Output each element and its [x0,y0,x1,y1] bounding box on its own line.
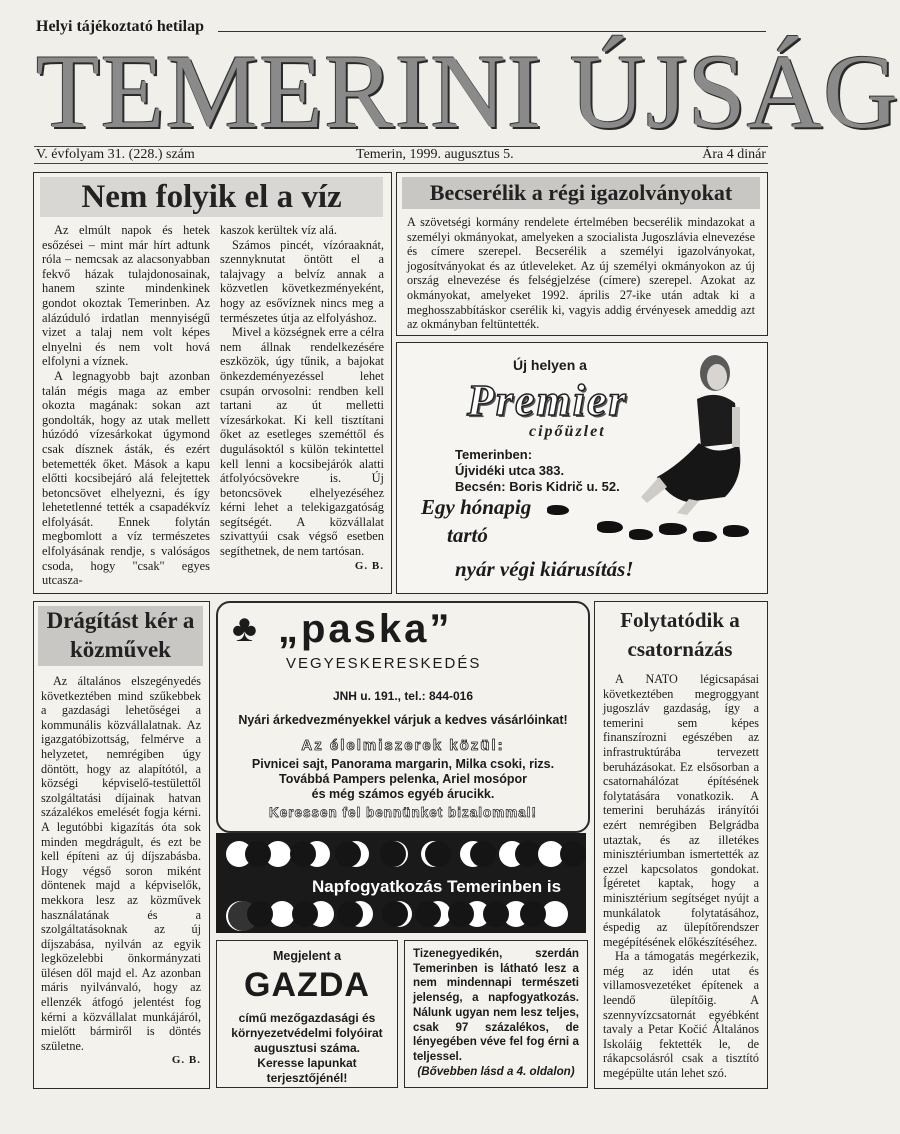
ad-premier-slogan2: tartó [447,523,488,547]
eclipse-banner [216,833,586,933]
ad-gazda-intro: Megjelent a [272,949,342,963]
issue-price: Ára 4 dinár [702,147,766,162]
ad-paska-food-title: Az élelmiszerek közül: [301,737,505,754]
article-water [33,172,392,594]
ad-gazda-desc2: környezetvédelmi folyóirat [231,1026,383,1040]
eclipse-note [404,940,588,1088]
moon-phase-icon [343,841,369,867]
article-ids-body: A szövetségi kormány rendelete értelmében becserélik mindazokat a személyi okmányokat, amelyeken a szocialista Jugoszlávia elnevezése és címere szerepel. Becserélik a személyi igazolványokat, jogosítványokat és az útleveleket. Az új személyi okmányokon az új ország elnevezése és felségjelzése (címere) szerepel. Azokat az okmányokat, amelyeket 1992. április 27-ike után adtak ki a meghosszabbításkor cserélik ki, vagyis addig érvényesek ameddig azt az okmányban feltüntették. [407,215,755,332]
moon-phase-icon [542,901,568,927]
eclipse-phases-bottom [226,901,568,931]
model-illustration [627,347,762,517]
tagline: Helyi tájékoztató hetilap [36,18,204,35]
ad-gazda-logo: GAZDA [244,966,370,1004]
ad-premier-addr1: Újvidéki utca 383. [455,463,565,478]
shoe-icon [547,505,569,515]
eclipse-phases-top [226,841,564,867]
ad-gazda-desc3: augusztusi száma. [253,1041,361,1055]
shoe-icon [629,529,653,540]
paragraph: Ha a támogatás megérkezik, még az idén utat és villamosvezetéket építenek a leendő ülepítőig. A szennyvízcsatornát egyébként tavaly a Petar Kočić Általános Iskoláig fektették le, de rákapcsolásról csak a tisztító megépülte után lehet szó. [603,949,759,1081]
paragraph: Az elmúlt napok és hetek esőzései – mint már hírt adtunk róla – nemcsak az alacsonyabban fekvő házak tulajdonosainak, hanem szinte mindenkinek gondot okoztak Temerinben. Az alázúduló irdatlan mennyiségű vizet a talaj nem volt képes elnyelni és nem volt hová elfolyni a víznek. [42,223,210,369]
ad-gazda-desc4: Keresse lapunkat terjesztőjénél! [257,1056,357,1085]
article-water-headline: Nem folyik el a víz [40,177,383,217]
ad-gazda-desc1: című mezőgazdasági és [238,1011,376,1025]
moon-phase-icon [421,841,447,867]
article-utilities [33,601,210,1089]
ad-premier-subtitle: cipőüzlet [529,423,606,440]
article-ids [396,172,768,336]
eclipse-note-more: (Bővebben lásd a 4. oldalon) [417,1065,575,1078]
ad-premier-brand: Premier [467,376,628,425]
moon-phase-icon [386,901,412,927]
ad-paska-brand: „paska” [278,607,453,651]
article-water-col2 [220,223,384,573]
article-utilities-headline: Drágítást kér a közművek [38,606,203,666]
paragraph: A legnagyobb bajt azonban talán mégis maga az ember okozta magának: sokan azt gondolták, hogy az utak mellett húzódó vízesárkokat úgymond csak dísznek ásták, és ezért betemették őket. Mások a kapu előtti kocsibejáró alá felejtettek betoncsövet elhelyezni, és így lehetetlenné tették a csapadékvíz elfolyását. Ennek folytán megbomlott a víz természetes elfolyásának rendje, s valóságos csoda, hogy "csak" egyes utcasza- [42,368,210,588]
ad-premier-locations [455,447,620,495]
paragraph: A NATO légicsapásai következtében megroggyant jugoszláv gazdaság, így a temerini sem képes finanszírozni egészében az infrastruktúrába tervezett beruházásokat. Ez elsősorban a csatornahálózat építésének folytatására vonatkozik. A temerini beruházás irányítói ezért nemrégiben Belgrádba utaztak, és az illetékes minisztériumban ismertették az ezzel kapcsolatos gondokat. Ígéretet kaptak, hogy a minisztérium segítséget nyújt a munkálatok folytatásához, éspedig az ülepítőrendszer megépítésének előkészítéséhez. [603,672,759,949]
shoe-icon [693,531,717,542]
ad-paska-closing: Keressen fel bennünket bizalommal! [268,805,538,820]
ad-gazda-desc [217,1011,397,1086]
article-water-col1 [42,223,210,588]
shoe-icon [597,521,623,533]
article-sewer-headline: Folytatódik a csatornázás [620,608,740,661]
ad-paska-food-list [218,757,588,802]
ad-premier-slogan3: nyár végi kiárusítás! [455,557,634,581]
signature: G. B. [354,559,384,572]
ad-premier-intro: Új helyen a [513,357,587,373]
paragraph: Számos pincét, vízóraaknát, szennyknutat öntött el a talajvagy a belvíz annak a közvetlen következményeként, hogy az esővíznek nincs meg a természetes útja az elfolyáshoz. [220,237,384,325]
ad-paska-address: JNH u. 191., tel.: 844-016 [332,689,474,703]
ad-premier-loc-label: Temerinben: [455,447,533,462]
paragraph: kaszok kerültek víz alá. [220,223,337,237]
ad-paska [216,601,590,833]
paragraph: Mivel a községnek erre a célra nem állnak rendelkezésére eszközök, úgy tűnik, a bajokat önkezdeményezéssel lehet csupán orvosolni: rendben kell tartani az út melletti vízesárkokat. Ki kell tisztítani őket az esetleges szeméttől és dugulásoktól s külön tekintettel kell lenni a kocsibejárók alatti átfolyócsövekre is. Új betoncsövek elhelyezéséhez kérni lehet a telekigazgatóság segítségét. A közvállalat szivattyúi csak végső esetben segíthetnek, de nem tartósan. [220,325,384,559]
moon-phase-icon [499,841,525,867]
moon-phase-icon [265,841,291,867]
article-ids-headline: Becserélik a régi igazolványokat [402,177,760,209]
paragraph: Az általános elszegényedés következtében mind szűkebbek a gazdasági lehetőségei a kommunális közvállalatnak. Az igazgatóbizottság, felmérve a helyzetet, nemrégiben úgy döntött, hogy az alapítótól, a községi képviselő-testülettől szolgáltatási díjainak hatvan százalékos emelését fogja kérni. A legutóbbi kigazítás óta sok minden megdrágult, és ezt be kell építeni az új díjszabásba. Hogy végső soron miként döntenek majd a képviselők, mekkora lesz az közművek használatának és a szolgáltatásoknak az új díjszabása, nyilván az egyik legközelebbi önkormányzati ülésen dől majd el. Az azonban máris nyilvánvaló, hogy az ellenzék átfogó jelentést fog kérni a közvállalat munkájáról, mielőtt bármiről is döntés születne. [41,674,201,1053]
issue-number: V. évfolyam 31. (228.) szám [36,147,195,162]
ad-premier-slogan1: Egy hónapig [421,495,532,519]
eclipse-title: Napfogyatkozás Temerinben is [312,877,562,896]
ad-paska-type: VEGYESKERESKEDÉS [286,655,482,672]
ad-paska-food2: Továbbá Pampers pelenka, Ariel mosópor [279,772,527,786]
moon-phase-icon [347,901,373,927]
eclipse-note-body: Tizenegyedikén, szerdán Temerinben is látható lesz a nem mindennapi természeti jelenség, a napfogyatkozás. Nálunk ugyan nem lesz teljes, csak 97 százalékos, de lényegében véve fel fog érni a teljessel. [413,947,579,1063]
moon-phase-icon [382,841,408,867]
article-utilities-body [41,674,201,1068]
ad-paska-offer: Nyári árkedvezményekkel várjuk a kedves vásárlóinkat! [238,713,568,727]
signature: G. B. [171,1054,201,1067]
issue-info-bar [34,146,768,164]
ad-premier [396,342,768,594]
issue-date: Temerin, 1999. augusztus 5. [356,147,514,162]
ad-gazda [216,940,398,1088]
moon-phase-icon [538,841,564,867]
clover-icon: ♣ [232,608,257,650]
ad-paska-food3: és még számos egyéb árucikk. [311,787,495,801]
ad-paska-food1: Pivnicei sajt, Panorama margarin, Milka csoki, rizs. [251,757,555,771]
masthead-title: TEMERINI ÚJSÁG [36,33,900,150]
moon-phase-icon [304,841,330,867]
tagline-rule [218,31,766,32]
article-sewer [594,601,768,1089]
moon-phase-icon [308,901,334,927]
moon-phase-icon [460,841,486,867]
shoe-icon [723,525,749,537]
ad-premier-addr2: Becsén: Boris Kidrič u. 52. [455,479,620,494]
shoe-icon [659,523,687,535]
article-sewer-body [603,672,759,1081]
